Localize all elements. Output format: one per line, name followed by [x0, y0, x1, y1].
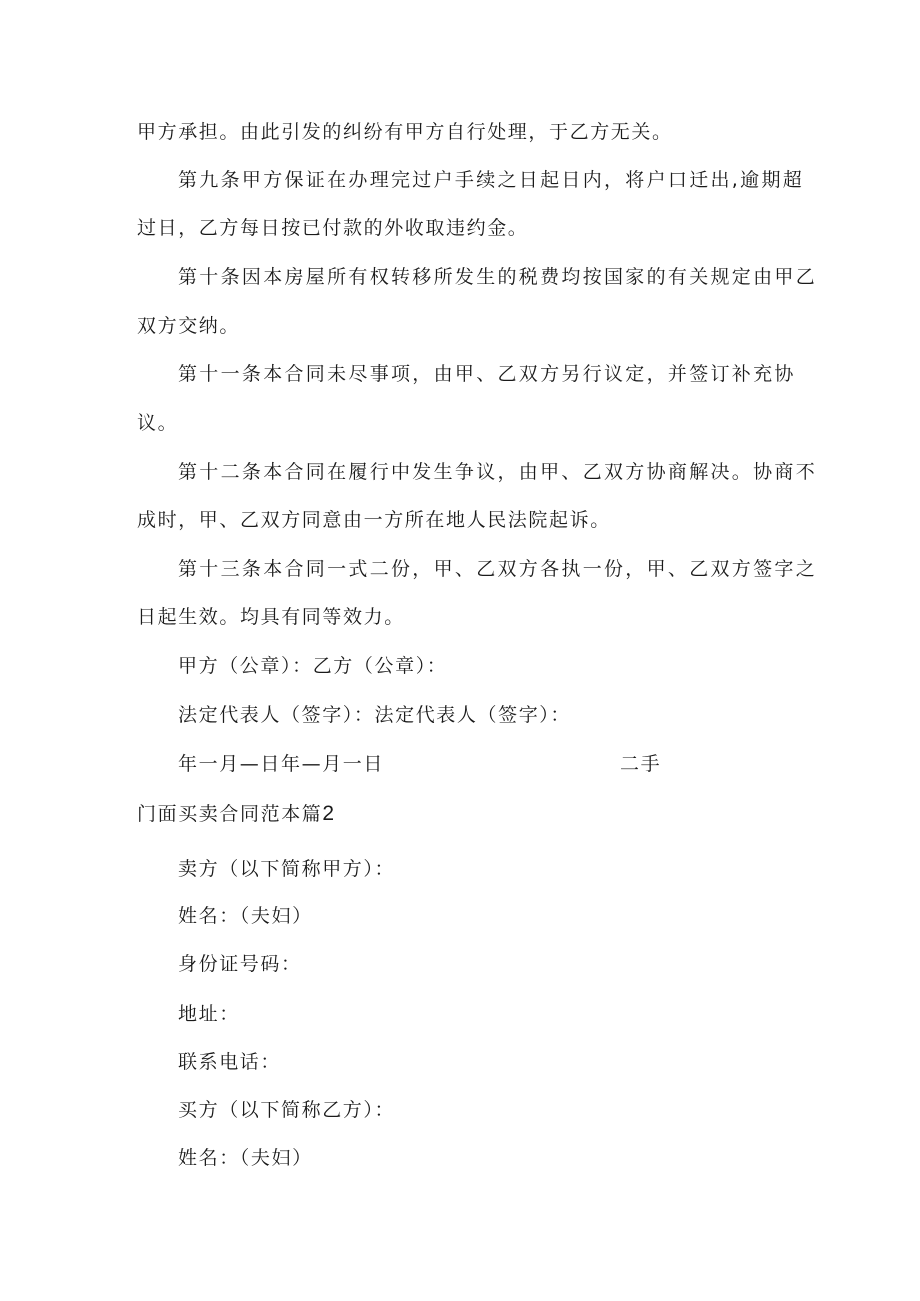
section-heading-text: 门面买卖合同范本篇 — [137, 803, 323, 825]
seller-phone: 联系电话： — [178, 1051, 282, 1073]
clause-twelve-line: 第十二条本合同在履行中发生争议，由甲、乙双方协商解决。协商不 — [178, 461, 818, 483]
date-line: 年一月—日年—月一日 — [178, 753, 385, 775]
paragraph-line: 过日，乙方每日按已付款的外收取违约金。 — [137, 217, 529, 239]
paragraph-line: 双方交纳。 — [137, 315, 241, 337]
seller-id-number: 身份证号码： — [178, 953, 302, 975]
seller-title: 卖方（以下简称甲方）： — [178, 858, 396, 880]
section-heading — [137, 802, 334, 826]
clause-ten-line: 第十条因本房屋所有权转移所发生的税费均按国家的有关规定由甲乙 — [178, 266, 818, 288]
seller-address: 地址： — [178, 1003, 240, 1025]
buyer-name: 姓名：（夫妇） — [178, 1147, 313, 1169]
signature-line: 法定代表人（签字）：法定代表人（签字）： — [178, 704, 572, 726]
paragraph-line: 甲方承担。由此引发的纠纷有甲方自行处理，于乙方无关。 — [137, 121, 673, 143]
paragraph-line: 日起生效。均具有同等效力。 — [137, 606, 405, 628]
clause-thirteen-line: 第十三条本合同一式二份，甲、乙双方各执一份，甲、乙双方签字之 — [178, 558, 818, 580]
clause-nine-line: 第九条甲方保证在办理完过户手续之日起日内，将户口迁出,逾期超 — [178, 169, 805, 191]
seller-name: 姓名：（夫妇） — [178, 905, 313, 927]
seal-line: 甲方（公章）：乙方（公章）： — [178, 655, 448, 677]
paragraph-line: 成时，甲、乙双方同意由一方所在地人民法院起诉。 — [137, 509, 611, 531]
paragraph-line: 议。 — [137, 412, 179, 434]
date-line-trailing: 二手 — [620, 753, 662, 775]
section-heading-number: 2 — [322, 802, 335, 825]
clause-eleven-line: 第十一条本合同未尽事项，由甲、乙双方另行议定，并签订补充协 — [178, 363, 796, 385]
buyer-title: 买方（以下简称乙方）： — [178, 1099, 396, 1121]
